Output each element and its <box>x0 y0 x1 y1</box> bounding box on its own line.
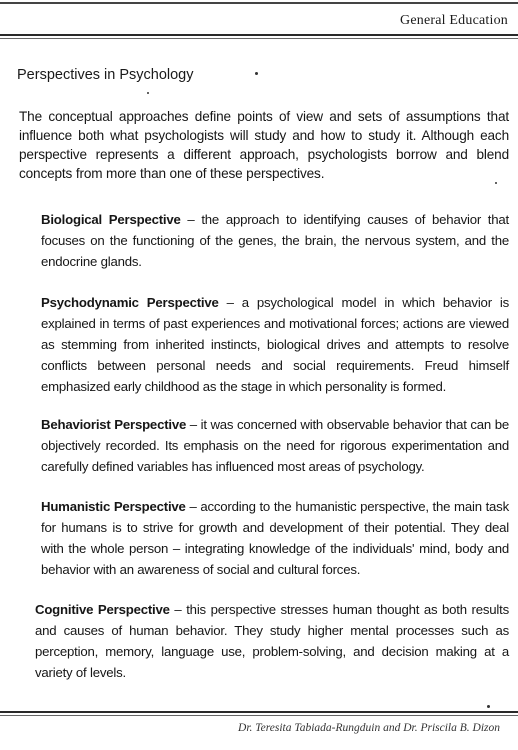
perspective-cognitive <box>35 599 509 683</box>
footer-rule <box>0 711 518 713</box>
perspective-description: – this perspective stresses human thought as both results and causes of human behavior. They study higher mental processes such as perception, memory, language use, problem-solving, and decision making at a variety of levels. <box>35 602 509 680</box>
footer-rule-thin <box>0 715 518 716</box>
scan-speck <box>255 72 258 75</box>
perspective-name: Behaviorist Perspective <box>41 417 187 432</box>
intro-paragraph: The conceptual approaches define points of view and sets of assumptions that influence both what psychologists will study and how to study it. Although each perspective represents a different approach, psychologists borrow and blend concepts from more than one of these perspectives. <box>19 109 509 181</box>
perspective-description: – the approach to identifying causes of behavior that focuses on the functioning of the genes, the brain, the nervous system, and the endocrine glands. <box>41 212 509 269</box>
perspective-humanistic <box>41 496 509 580</box>
perspective-behaviorist <box>41 414 509 477</box>
perspective-name: Psychodynamic Perspective <box>41 295 219 310</box>
perspective-name: Cognitive Perspective <box>35 602 170 617</box>
perspective-name: Humanistic Perspective <box>41 499 186 514</box>
header-rule-thin <box>0 38 518 39</box>
header-rule <box>0 34 518 36</box>
perspective-psychodynamic <box>41 292 509 397</box>
footer-authors: Dr. Teresita Tabiada-Rungduin and Dr. Priscila B. Dizon <box>238 722 500 734</box>
perspective-name: Biological Perspective <box>41 212 181 227</box>
running-header: General Education <box>400 13 508 28</box>
scan-speck <box>495 182 497 184</box>
scan-speck <box>487 705 490 708</box>
top-border-line <box>0 2 518 4</box>
perspective-description: – a psychological model in which behavior is explained in terms of past experiences and motivational forces; actions are viewed as stemming from inherited instincts, biological drives and attempts to resolve conflicts between personal needs and social requirements. Freud himself emphasized early childhood as the stage in which personality is formed. <box>41 295 509 394</box>
scan-speck <box>147 92 149 94</box>
section-title: Perspectives in Psychology <box>17 67 194 83</box>
perspective-description: – it was concerned with observable behavior that can be objectively recorded. Its emphasis on the need for rigorous experimentation and carefully defined variables has influenced most areas of psychology. <box>41 417 509 474</box>
perspective-biological <box>41 209 509 272</box>
perspective-description: – according to the humanistic perspective, the main task for humans is to strive for growth and development of their potential. They deal with the whole person – integrating knowledge of the individuals' mind, body and behavior with an awareness of social and cultural forces. <box>41 499 509 577</box>
